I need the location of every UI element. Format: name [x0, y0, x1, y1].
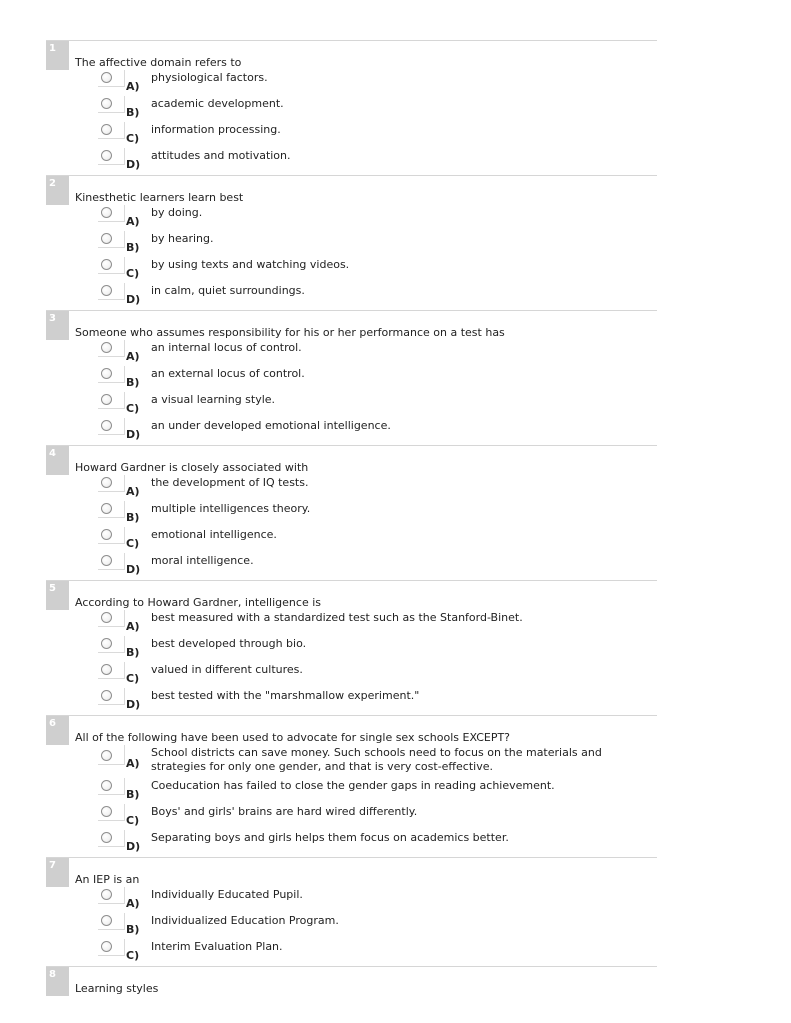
answer-option[interactable]	[46, 205, 657, 231]
answer-option[interactable]	[46, 913, 657, 939]
option-text: academic development.	[151, 97, 284, 110]
option-letter: C)	[126, 537, 140, 550]
option-divider	[98, 517, 125, 518]
option-letter: A)	[126, 215, 140, 228]
option-text: an external locus of control.	[151, 367, 305, 380]
question-number: 3	[46, 311, 69, 340]
answer-option[interactable]	[46, 887, 657, 913]
option-letter: A)	[126, 485, 140, 498]
option-text: emotional intelligence.	[151, 528, 277, 541]
option-letter: C)	[126, 672, 140, 685]
answer-options	[46, 996, 657, 997]
option-divider	[124, 392, 125, 409]
option-divider	[124, 205, 125, 222]
radio-button[interactable]	[101, 285, 112, 296]
option-divider	[98, 955, 125, 956]
option-divider	[124, 418, 125, 435]
option-text: by doing.	[151, 206, 203, 219]
option-letter: A)	[126, 80, 140, 93]
question-number: 6	[46, 716, 69, 745]
option-letter: D)	[126, 840, 141, 853]
option-divider	[98, 846, 125, 847]
option-divider	[98, 704, 125, 705]
question-block	[46, 310, 657, 445]
answer-option[interactable]	[46, 70, 657, 96]
option-divider	[98, 86, 125, 87]
answer-option[interactable]	[46, 688, 657, 714]
option-divider	[98, 112, 125, 113]
option-divider	[124, 939, 125, 956]
option-divider	[124, 366, 125, 383]
option-divider	[124, 96, 125, 113]
radio-button[interactable]	[101, 941, 112, 952]
option-divider	[98, 903, 125, 904]
answer-option[interactable]	[46, 939, 657, 965]
option-letter: C)	[126, 267, 140, 280]
radio-button[interactable]	[101, 750, 112, 761]
question-text: Someone who assumes responsibility for his or her performance on a test has	[75, 326, 505, 339]
option-text: by hearing.	[151, 232, 214, 245]
option-letter: D)	[126, 158, 141, 171]
answer-option[interactable]	[46, 830, 657, 856]
radio-button[interactable]	[101, 98, 112, 109]
answer-option[interactable]	[46, 475, 657, 501]
question-block	[46, 580, 657, 715]
radio-button[interactable]	[101, 72, 112, 83]
option-letter: B)	[126, 241, 140, 254]
radio-button[interactable]	[101, 150, 112, 161]
answer-option[interactable]	[46, 366, 657, 392]
option-text: best tested with the "marshmallow experiment."	[151, 689, 420, 702]
answer-option[interactable]	[46, 610, 657, 636]
option-divider	[98, 273, 125, 274]
option-letter: B)	[126, 511, 140, 524]
option-divider	[124, 70, 125, 87]
option-letter: A)	[126, 350, 140, 363]
option-divider	[98, 247, 125, 248]
option-text: information processing.	[151, 123, 281, 136]
question-block	[46, 445, 657, 580]
answer-option[interactable]	[46, 392, 657, 418]
radio-button[interactable]	[101, 342, 112, 353]
radio-button[interactable]	[101, 664, 112, 675]
option-text: best measured with a standardized test such as the Stanford-Binet.	[151, 611, 523, 624]
question-text: Kinesthetic learners learn best	[75, 191, 244, 204]
question-block	[46, 40, 657, 175]
option-text: Separating boys and girls helps them focus on academics better.	[151, 831, 509, 844]
option-divider	[98, 626, 125, 627]
option-text: an under developed emotional intelligence.	[151, 419, 391, 432]
radio-button[interactable]	[101, 124, 112, 135]
option-letter: D)	[126, 293, 141, 306]
option-text: in calm, quiet surroundings.	[151, 284, 305, 297]
question-number: 1	[46, 41, 69, 70]
option-divider	[98, 543, 125, 544]
question-text: According to Howard Gardner, intelligence is	[75, 596, 321, 609]
option-divider	[124, 636, 125, 653]
option-divider	[124, 913, 125, 930]
option-divider	[98, 820, 125, 821]
option-divider	[124, 257, 125, 274]
option-text: Boys' and girls' brains are hard wired differently.	[151, 805, 418, 818]
option-text: valued in different cultures.	[151, 663, 303, 676]
option-divider	[98, 164, 125, 165]
question-number: 2	[46, 176, 69, 205]
question-number: 5	[46, 581, 69, 610]
radio-button[interactable]	[101, 889, 112, 900]
option-text: Individualized Education Program.	[151, 914, 339, 927]
answer-option[interactable]	[46, 418, 657, 444]
option-divider	[98, 794, 125, 795]
option-text: multiple intelligences theory.	[151, 502, 311, 515]
answer-option[interactable]	[46, 231, 657, 257]
option-divider	[98, 569, 125, 570]
answer-option[interactable]	[46, 527, 657, 553]
option-divider	[124, 553, 125, 570]
option-divider	[98, 299, 125, 300]
option-divider	[98, 434, 125, 435]
option-divider	[98, 382, 125, 383]
option-divider	[124, 830, 125, 847]
answer-option[interactable]	[46, 745, 657, 778]
radio-button[interactable]	[101, 832, 112, 843]
option-letter: A)	[126, 620, 140, 633]
question-block	[46, 175, 657, 310]
option-divider	[98, 652, 125, 653]
question-number: 4	[46, 446, 69, 475]
option-letter: B)	[126, 923, 140, 936]
question-number: 8	[46, 967, 69, 996]
option-divider	[98, 356, 125, 357]
radio-button[interactable]	[101, 529, 112, 540]
answer-options	[46, 205, 657, 310]
radio-button[interactable]	[101, 915, 112, 926]
option-divider	[124, 527, 125, 544]
option-divider	[124, 778, 125, 795]
question-text: All of the following have been used to advocate for single sex schools EXCEPT?	[75, 731, 511, 744]
radio-button[interactable]	[101, 394, 112, 405]
option-divider	[124, 610, 125, 627]
option-letter: B)	[126, 376, 140, 389]
option-divider	[124, 283, 125, 300]
option-letter: B)	[126, 646, 140, 659]
radio-button[interactable]	[101, 420, 112, 431]
radio-button[interactable]	[101, 503, 112, 514]
option-divider	[98, 929, 125, 930]
radio-button[interactable]	[101, 233, 112, 244]
radio-button[interactable]	[101, 612, 112, 623]
option-divider	[124, 887, 125, 904]
question-number: 7	[46, 858, 69, 887]
radio-button[interactable]	[101, 555, 112, 566]
option-divider	[98, 221, 125, 222]
option-divider	[98, 678, 125, 679]
answer-options	[46, 887, 657, 966]
answer-option[interactable]	[46, 501, 657, 527]
answer-options	[46, 340, 657, 445]
option-letter: C)	[126, 402, 140, 415]
answer-option[interactable]	[46, 778, 657, 804]
radio-button[interactable]	[101, 806, 112, 817]
option-letter: D)	[126, 698, 141, 711]
option-text: moral intelligence.	[151, 554, 254, 567]
option-letter: C)	[126, 814, 140, 827]
radio-button[interactable]	[101, 368, 112, 379]
answer-option[interactable]	[46, 804, 657, 830]
option-letter: C)	[126, 949, 140, 962]
option-divider	[124, 231, 125, 248]
answer-option[interactable]	[46, 283, 657, 309]
option-text: Coeducation has failed to close the gender gaps in reading achievement.	[151, 779, 555, 792]
radio-button[interactable]	[101, 780, 112, 791]
answer-option[interactable]	[46, 257, 657, 283]
option-divider	[124, 340, 125, 357]
answer-option[interactable]	[46, 662, 657, 688]
option-letter: B)	[126, 106, 140, 119]
option-text: School districts can save money. Such schools need to focus on the materials and strategies for only one gender, and that is very cost-effective.	[151, 746, 602, 773]
answer-option[interactable]	[46, 636, 657, 662]
option-divider	[124, 745, 125, 765]
option-text: an internal locus of control.	[151, 341, 302, 354]
option-text: best developed through bio.	[151, 637, 307, 650]
question-text: The affective domain refers to	[75, 56, 242, 69]
option-divider	[98, 138, 125, 139]
radio-button[interactable]	[101, 690, 112, 701]
option-text: the development of IQ tests.	[151, 476, 309, 489]
option-text: attitudes and motivation.	[151, 149, 291, 162]
question-block	[46, 715, 657, 857]
question-block	[46, 966, 657, 997]
question-text: Learning styles	[75, 982, 159, 995]
answer-options	[46, 70, 657, 175]
option-letter: B)	[126, 788, 140, 801]
option-divider	[124, 688, 125, 705]
option-letter: A)	[126, 897, 140, 910]
quiz-container	[46, 40, 657, 997]
question-block	[46, 857, 657, 966]
question-text: Howard Gardner is closely associated with	[75, 461, 309, 474]
answer-options	[46, 475, 657, 580]
answer-option[interactable]	[46, 553, 657, 579]
answer-option[interactable]	[46, 148, 657, 174]
option-divider	[124, 804, 125, 821]
option-letter: D)	[126, 428, 141, 441]
option-text: physiological factors.	[151, 71, 268, 84]
answer-option[interactable]	[46, 96, 657, 122]
option-divider	[124, 501, 125, 518]
radio-button[interactable]	[101, 638, 112, 649]
option-text: Individually Educated Pupil.	[151, 888, 303, 901]
radio-button[interactable]	[101, 207, 112, 218]
option-divider	[124, 475, 125, 492]
option-text: Interim Evaluation Plan.	[151, 940, 283, 953]
radio-button[interactable]	[101, 259, 112, 270]
option-divider	[124, 122, 125, 139]
question-text: An IEP is an	[75, 873, 140, 886]
option-letter: D)	[126, 563, 141, 576]
answer-options	[46, 610, 657, 715]
answer-options	[46, 745, 657, 857]
option-divider	[124, 148, 125, 165]
option-text: a visual learning style.	[151, 393, 276, 406]
option-divider	[98, 408, 125, 409]
option-letter: A)	[126, 757, 140, 770]
option-divider	[124, 662, 125, 679]
answer-option[interactable]	[46, 340, 657, 366]
option-divider	[98, 764, 125, 765]
option-text: by using texts and watching videos.	[151, 258, 350, 271]
radio-button[interactable]	[101, 477, 112, 488]
option-divider	[98, 491, 125, 492]
option-letter: C)	[126, 132, 140, 145]
answer-option[interactable]	[46, 122, 657, 148]
